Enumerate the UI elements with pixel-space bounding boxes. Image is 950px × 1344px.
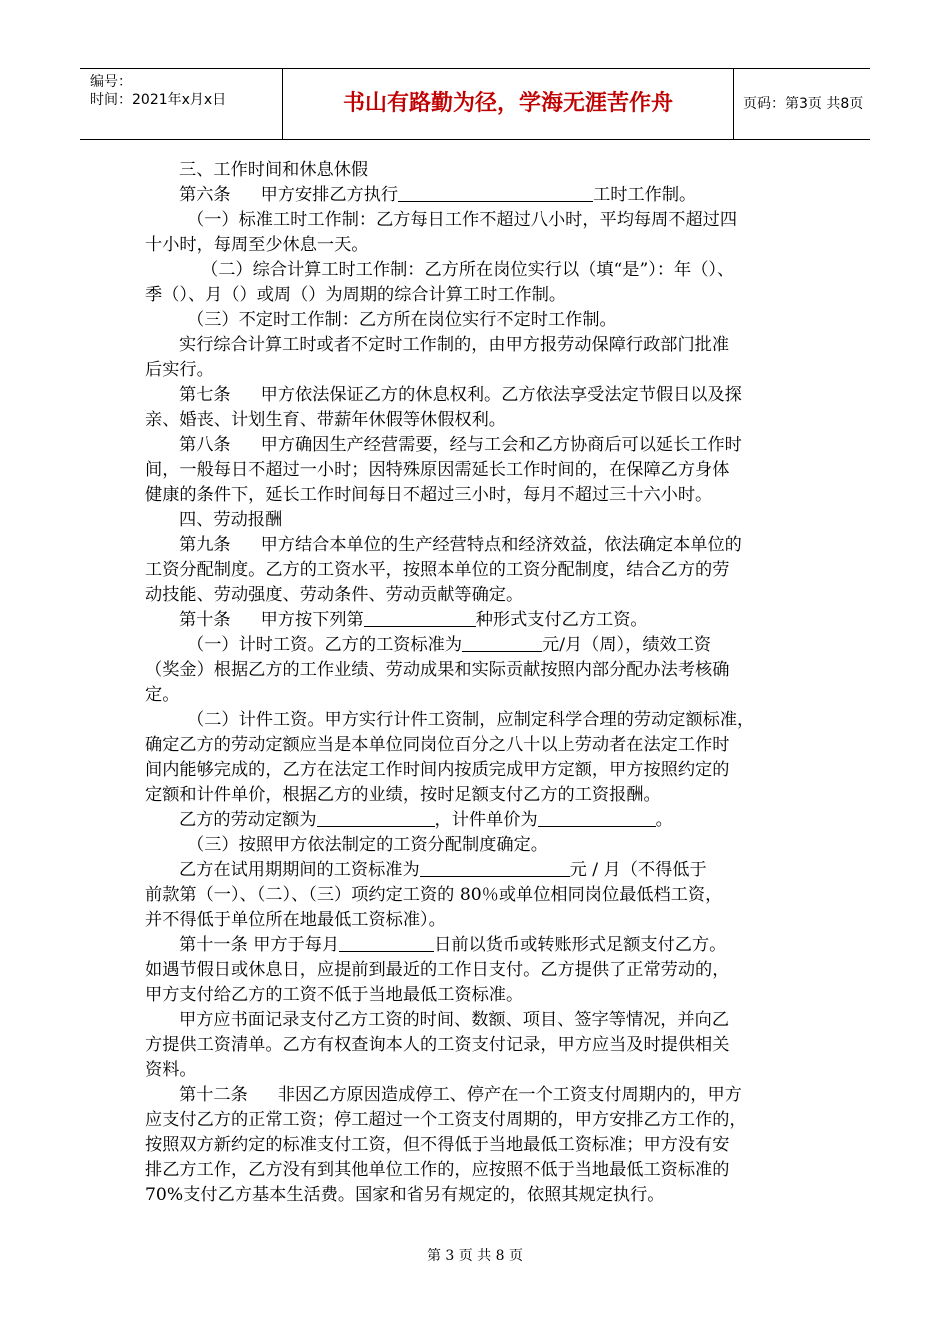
paragraph-line: 70%支付乙方基本生活费。国家和省另有规定的，依照其规定执行。 [145, 1185, 665, 1205]
paragraph-line: 排乙方工作，乙方没有到其他单位工作的，应按照不低于当地最低工资标准的 [145, 1160, 730, 1180]
body-text: 甲方结合本单位的生产经营特点和经济效益，依法确定本单位的 [260, 535, 742, 555]
article-number: 第八条 [179, 435, 231, 455]
paragraph-line: （二）综合计算工时工作制：乙方所在岗位实行以（填“是”）：年（）、 [201, 260, 735, 280]
paragraph-line: 甲方应书面记录支付乙方工资的时间、数额、项目、签字等情况，并向乙 [179, 1010, 730, 1030]
paragraph-line: 动技能、劳动强度、劳动条件、劳动贡献等确定。 [145, 585, 524, 605]
paragraph-line: 前款第（一）、（二）、（三）项约定工资的 80％或单位相同岗位最低档工资， [145, 885, 723, 905]
body-text: 种形式支付乙方工资。 [475, 610, 648, 630]
article-number: 第十条 [179, 610, 231, 630]
header-page-info: 页码：第3页 共8页 [743, 96, 864, 112]
body-text: 甲方确因生产经营需要，经与工会和乙方协商后可以延长工作时 [260, 435, 742, 455]
paragraph-line: 健康的条件下，延长工作时间每日不超过三小时，每月不超过三十六小时。 [145, 485, 713, 505]
fill-blank [364, 608, 476, 627]
page-footer: 第 3 页 共 8 页 [426, 1248, 524, 1264]
paragraph-line: 季（）、月（）或周（）为周期的综合计算工时工作制。 [145, 285, 567, 305]
document-number-label: 编号： [90, 74, 132, 90]
document-body [145, 158, 809, 1208]
article-11 [145, 933, 809, 958]
article-number: 第七条 [179, 385, 231, 405]
body-text: 乙方的劳动定额为 [179, 810, 317, 830]
section-heading: 四、劳动报酬 [179, 510, 283, 530]
article-7 [145, 383, 809, 408]
paragraph-line [145, 808, 809, 833]
body-text: 日前以货币或转账形式足额支付乙方。 [434, 935, 727, 955]
fill-blank [462, 633, 542, 652]
article-number: 第十二条 [179, 1085, 248, 1105]
paragraph-line: 按照双方新约定的标准支付工资，但不得低于当地最低工资标准；甲方没有安 [145, 1135, 730, 1155]
article-9 [145, 533, 809, 558]
article-8 [145, 433, 809, 458]
paragraph-line: （三）按照甲方依法制定的工资分配制度确定。 [187, 835, 548, 855]
paragraph-line [145, 633, 809, 658]
body-text: 甲方依法保证乙方的休息权利。乙方依法享受法定节假日以及探 [260, 385, 742, 405]
body-text: 工时工作制。 [593, 185, 697, 205]
header-page-cell [733, 69, 870, 139]
paragraph-line: 间内能够完成的，乙方在法定工作时间内按质完成甲方定额，甲方按照约定的 [145, 760, 730, 780]
paragraph-line: （奖金）根据乙方的工作业绩、劳动成果和实际贡献按照内部分配办法考核确 [145, 660, 730, 680]
paragraph-line: 后实行。 [145, 360, 214, 380]
paragraph-line: （三）不定时工作制：乙方所在岗位实行不定时工作制。 [187, 310, 617, 330]
body-text: 第十一条 甲方于每月 [179, 935, 340, 955]
paragraph-line: 亲、婚丧、计划生育、带薪年休假等休假权利。 [145, 410, 506, 430]
paragraph-line: 工资分配制度。乙方的工资水平，按照本单位的工资分配制度，结合乙方的劳 [145, 560, 730, 580]
paragraph-line: 方提供工资清单。乙方有权查询本人的工资支付记录，甲方应当及时提供相关 [145, 1035, 730, 1055]
paragraph-line: 十小时，每周至少休息一天。 [145, 235, 369, 255]
fill-blank [420, 858, 570, 877]
body-text: 。 [655, 810, 673, 830]
paragraph-line: （二）计件工资。甲方实行计件工资制，应制定科学合理的劳动定额标准， [187, 710, 755, 730]
fill-blank [538, 808, 656, 827]
article-12 [145, 1083, 809, 1108]
paragraph-line [145, 858, 809, 883]
paragraph-line: 实行综合计算工时或者不定时工作制的，由甲方报劳动保障行政部门批准 [179, 335, 730, 355]
paragraph-line: 定。 [145, 685, 180, 705]
paragraph-line: 甲方支付给乙方的工资不低于当地最低工资标准。 [145, 985, 524, 1005]
article-10 [145, 608, 809, 633]
body-text: 元/月（周），绩效工资 [542, 635, 712, 655]
paragraph-line: 定额和计件单价，根据乙方的业绩，按时足额支付乙方的工资报酬。 [145, 785, 661, 805]
header-motto-cell [282, 69, 734, 139]
body-text: 甲方按下列第 [260, 610, 364, 630]
fill-blank [398, 183, 593, 202]
section-heading: 三、工作时间和休息休假 [179, 160, 369, 180]
body-text: 乙方在试用期期间的工资标准为 [179, 860, 420, 880]
body-text: ，计件单价为 [434, 810, 538, 830]
paragraph-line: 资料。 [145, 1060, 197, 1080]
article-6 [145, 183, 809, 208]
paragraph-line: 间，一般每日不超过一小时；因特殊原因需延长工作时间的，在保障乙方身体 [145, 460, 730, 480]
paragraph-line: （一）标准工时工作制：乙方每日工作不超过八小时，平均每周不超过四 [187, 210, 738, 230]
page-header [80, 68, 870, 140]
paragraph-line: 应支付乙方的正常工资；停工超过一个工资支付周期的，甲方安排乙方工作的， [145, 1110, 747, 1130]
header-motto: 书山有路勤为径，学海无涯苦作舟 [342, 91, 673, 116]
article-number: 第九条 [179, 535, 231, 555]
paragraph-line: 并不得低于单位所在地最低工资标准）。 [145, 910, 446, 930]
body-text: 非因乙方原因造成停工、停产在一个工资支付周期内的，甲方 [277, 1085, 742, 1105]
fill-blank [317, 808, 435, 827]
paragraph-line: 确定乙方的劳动定额应当是本单位同岗位百分之八十以上劳动者在法定工作时 [145, 735, 730, 755]
body-text: 甲方安排乙方执行 [260, 185, 399, 205]
paragraph-line: 如遇节假日或休息日，应提前到最近的工作日支付。乙方提供了正常劳动的， [145, 960, 730, 980]
body-text: （一）计时工资。乙方的工资标准为 [187, 635, 463, 655]
fill-blank [339, 933, 434, 952]
header-left-cell [80, 69, 282, 139]
article-number: 第六条 [179, 185, 231, 205]
body-text: 元 / 月（不得低于 [569, 860, 707, 880]
document-date-label: 时间：2021年x月x日 [90, 92, 227, 108]
